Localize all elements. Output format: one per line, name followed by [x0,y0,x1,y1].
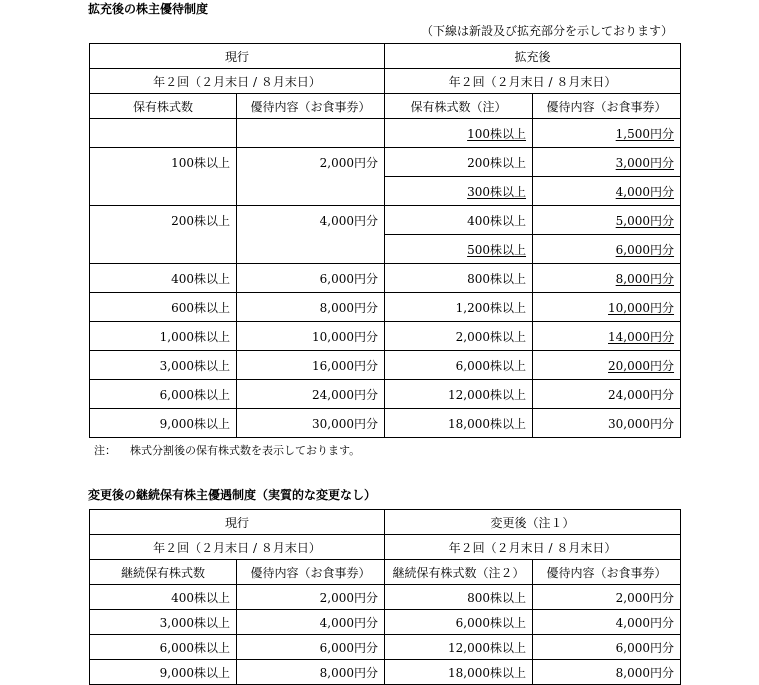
cell: 10,000円分 [237,322,385,351]
cell: 4,000円分 [237,610,385,635]
cell: 2,000円分 [237,585,385,610]
cell: 6,000株以上 [90,380,237,409]
table-row [90,264,681,293]
col-shares-current: 継続保有株式数 [90,560,237,585]
section2-title: 変更後の継続保有株主優遇制度（実質的な変更なし） [88,488,377,502]
header-expanded: 拡充後 [385,44,681,69]
table-row [90,351,681,380]
table-row [90,322,681,351]
cell: 3,000円分 [615,155,675,170]
cell: 24,000円分 [237,380,385,409]
cell: 6,000円分 [615,242,675,257]
cell: 300株以上 [467,184,527,199]
cell: 100株以上 [467,126,527,141]
footnote-text: 株式分割後の保有株式数を表示しております。 [130,444,361,457]
cell: 200株以上 [385,148,533,177]
cell: 2,000株以上 [385,322,533,351]
cell: 6,000株以上 [385,610,533,635]
frequency-changed: 年２回（２月末日 / ８月末日） [385,535,681,560]
cell: 4,000円分 [533,610,681,635]
cell: 4,000円分 [237,206,385,235]
cell: 9,000株以上 [90,409,237,438]
cell: 6,000株以上 [385,351,533,380]
cell: 16,000円分 [237,351,385,380]
cell: 30,000円分 [533,409,681,438]
table-row [90,148,681,177]
cell [90,119,237,148]
cell: 18,000株以上 [385,660,533,685]
cell: 18,000株以上 [385,409,533,438]
frequency-current: 年２回（２月末日 / ８月末日） [90,535,385,560]
underline-note: （下線は新設及び拡充部分を示しております） [420,24,673,38]
header-current: 現行 [90,44,385,69]
cell: 8,000円分 [237,660,385,685]
cell: 1,200株以上 [385,293,533,322]
col-benefit-current: 優待内容（お食事券） [237,560,385,585]
table-row [90,293,681,322]
cell: 400株以上 [90,264,237,293]
cell: 6,000株以上 [90,635,237,660]
cell: 400株以上 [385,206,533,235]
col-benefit-current: 優待内容（お食事券） [237,94,385,119]
cell: 1,500円分 [615,126,675,141]
cell: 100株以上 [90,148,237,177]
cell: 600株以上 [90,293,237,322]
col-benefit-expanded: 優待内容（お食事券） [533,94,681,119]
cell: 8,000円分 [237,293,385,322]
benefit-table-continuous [89,509,681,685]
table-row [90,610,681,635]
table-row [90,635,681,660]
col-benefit-changed: 優待内容（お食事券） [533,560,681,585]
header-current: 現行 [90,510,385,535]
frequency-current: 年２回（２月末日 / ８月末日） [90,69,385,94]
benefit-table-expanded [89,43,681,438]
table-row [90,409,681,438]
table-row [90,380,681,409]
cell: 400株以上 [90,585,237,610]
col-shares-expanded: 保有株式数（注） [385,94,533,119]
cell: 3,000株以上 [90,351,237,380]
cell: 8,000円分 [615,271,675,286]
cell: 6,000円分 [533,635,681,660]
cell: 30,000円分 [237,409,385,438]
cell: 12,000株以上 [385,380,533,409]
table-row [90,177,681,206]
cell: 6,000円分 [237,264,385,293]
footnote [94,442,360,458]
cell: 8,000円分 [533,660,681,685]
cell: 24,000円分 [533,380,681,409]
header-changed: 変更後（注１） [385,510,681,535]
cell: 800株以上 [385,585,533,610]
cell: 12,000株以上 [385,635,533,660]
cell: 9,000株以上 [90,660,237,685]
cell: 1,000株以上 [90,322,237,351]
cell: 14,000円分 [608,329,675,344]
cell: 6,000円分 [237,635,385,660]
footnote-label: 注： [94,444,116,457]
table-row [90,206,681,235]
cell: 200株以上 [90,206,237,235]
cell: 4,000円分 [615,184,675,199]
cell [237,119,385,148]
frequency-expanded: 年２回（２月末日 / ８月末日） [385,69,681,94]
col-shares-current: 保有株式数 [90,94,237,119]
cell: 20,000円分 [608,358,675,373]
cell: 800株以上 [385,264,533,293]
table-row [90,235,681,264]
cell: 5,000円分 [615,213,675,228]
cell: 10,000円分 [608,300,675,315]
cell: 3,000株以上 [90,610,237,635]
cell: 2,000円分 [237,148,385,177]
table-row [90,660,681,685]
section1-title: 拡充後の株主優待制度 [88,2,209,16]
cell: 500株以上 [467,242,527,257]
table-row [90,585,681,610]
table-row [90,119,681,148]
col-shares-changed: 継続保有株式数（注２） [385,560,533,585]
cell: 2,000円分 [533,585,681,610]
